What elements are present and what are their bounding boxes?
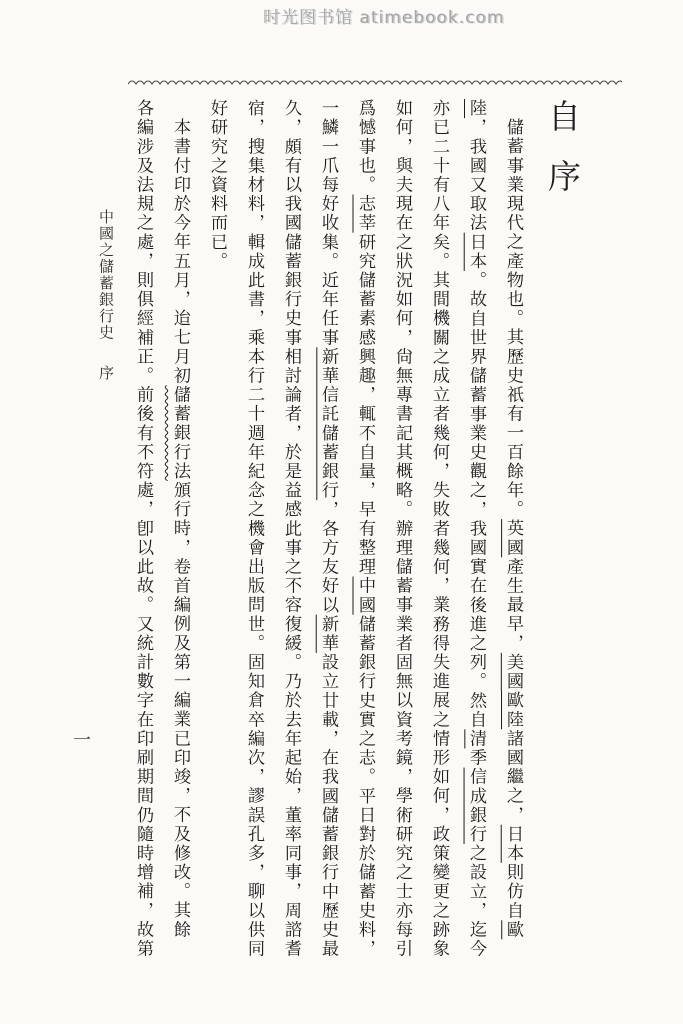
proper-name-mark: 歐	[504, 920, 523, 940]
proper-name-mark: 日本	[467, 232, 486, 271]
text-column-9	[207, 99, 227, 991]
book-title-mark: 儲蓄銀行法	[171, 385, 190, 481]
text-run: 則仿自	[504, 862, 523, 921]
wavy-divider-path	[128, 81, 622, 84]
text-column-3	[429, 99, 449, 991]
text-run: 亦已二十有八年矣。其間機關之成立者幾何，失敗者幾何，業務得失進展之情形如何，政策變更之跡象	[430, 99, 449, 959]
text-column-6	[318, 99, 338, 991]
proper-name-mark: 志莘	[356, 194, 375, 233]
text-run: ，我國又取法	[467, 118, 486, 233]
text-run: 本書付印於今年五月，迨七月初	[171, 118, 190, 386]
page-number: 一	[73, 730, 91, 750]
text-run: 一鱗一爪每好收集。近年任事	[319, 99, 338, 348]
running-title-book: 中國之儲蓄銀行史	[97, 209, 113, 341]
text-column-4	[392, 99, 412, 991]
preface-text	[133, 99, 523, 991]
preface	[116, 99, 586, 991]
text-run: ，各方友好以	[319, 500, 338, 615]
running-title	[95, 209, 116, 382]
text-run: 如何，與夫現在之狀況如何，尙無專書記其概略。辦理儲蓄事業者固無以資考鏡，學術研究之士亦每引	[393, 99, 412, 959]
running-title-section: 序	[97, 365, 113, 382]
text-run: 季	[467, 748, 486, 768]
proper-name-mark: 日本	[504, 824, 523, 863]
proper-name-mark: 陸	[467, 99, 486, 119]
proper-name-mark: 新華信託儲蓄銀行	[319, 347, 338, 501]
text-run: 儲蓄事業現代之產物也。其歷史祇有一百餘年。	[504, 118, 523, 520]
text-run: 宿，搜集材料，輯成此書，乘本行二十週年紀念之機會出版問世。固知倉卒編次，謬誤孔多，聊以供同	[245, 99, 264, 959]
text-run: 。故自世界儲蓄事業史觀之，我國實在後進之列。然自	[467, 270, 486, 730]
proper-name-mark: 美國	[504, 652, 523, 692]
text-column-7	[281, 99, 301, 991]
text-run: 各編涉及法規之處，則俱經補正。前後有不符處，卽以此故。又統計數字在印刷期間仍隨時增補，故第	[134, 99, 153, 959]
text-run: 設立廿載，在我國儲蓄銀行中歷史最	[319, 652, 338, 959]
text-run: 諸國繼之，	[504, 729, 523, 825]
text-run: 之設立，迄今	[467, 843, 486, 959]
text-column-8	[244, 99, 264, 991]
text-run: 爲憾事也。	[356, 99, 375, 195]
text-run: 產生最早，	[504, 557, 523, 653]
watermark: 时光图书馆 atimebook.com	[263, 8, 505, 28]
text-column-5	[355, 99, 375, 991]
wavy-divider	[128, 79, 622, 87]
text-run: 頒行時，卷首編例及第一編業已印竣，不及修改。其餘	[171, 480, 190, 940]
proper-name-mark: 信成銀行	[467, 767, 486, 844]
text-run: 好研究之資料而已。	[208, 99, 227, 271]
text-column-1	[503, 99, 523, 991]
proper-name-mark: 英國	[504, 519, 523, 558]
text-column-11	[133, 99, 153, 991]
proper-name-mark: 新華	[319, 614, 338, 653]
proper-name-mark: 清	[467, 729, 486, 749]
proper-name-mark: 歐陸	[504, 691, 523, 730]
text-column-10	[170, 99, 190, 991]
text-column-2	[466, 99, 486, 991]
text-run: 研究儲蓄素感興趣，輒不自量，早有整理	[356, 232, 375, 577]
text-run: 儲蓄銀行史實之志。平日對於儲蓄史料，	[356, 614, 375, 959]
preface-title: 自序	[543, 99, 579, 219]
text-run: 久，頗有以我國儲蓄銀行史事相討論者，於是益感此事之不容復緩。乃於去年起始，董率同事，周諮耆	[282, 99, 301, 959]
proper-name-mark: 中國	[356, 576, 375, 615]
